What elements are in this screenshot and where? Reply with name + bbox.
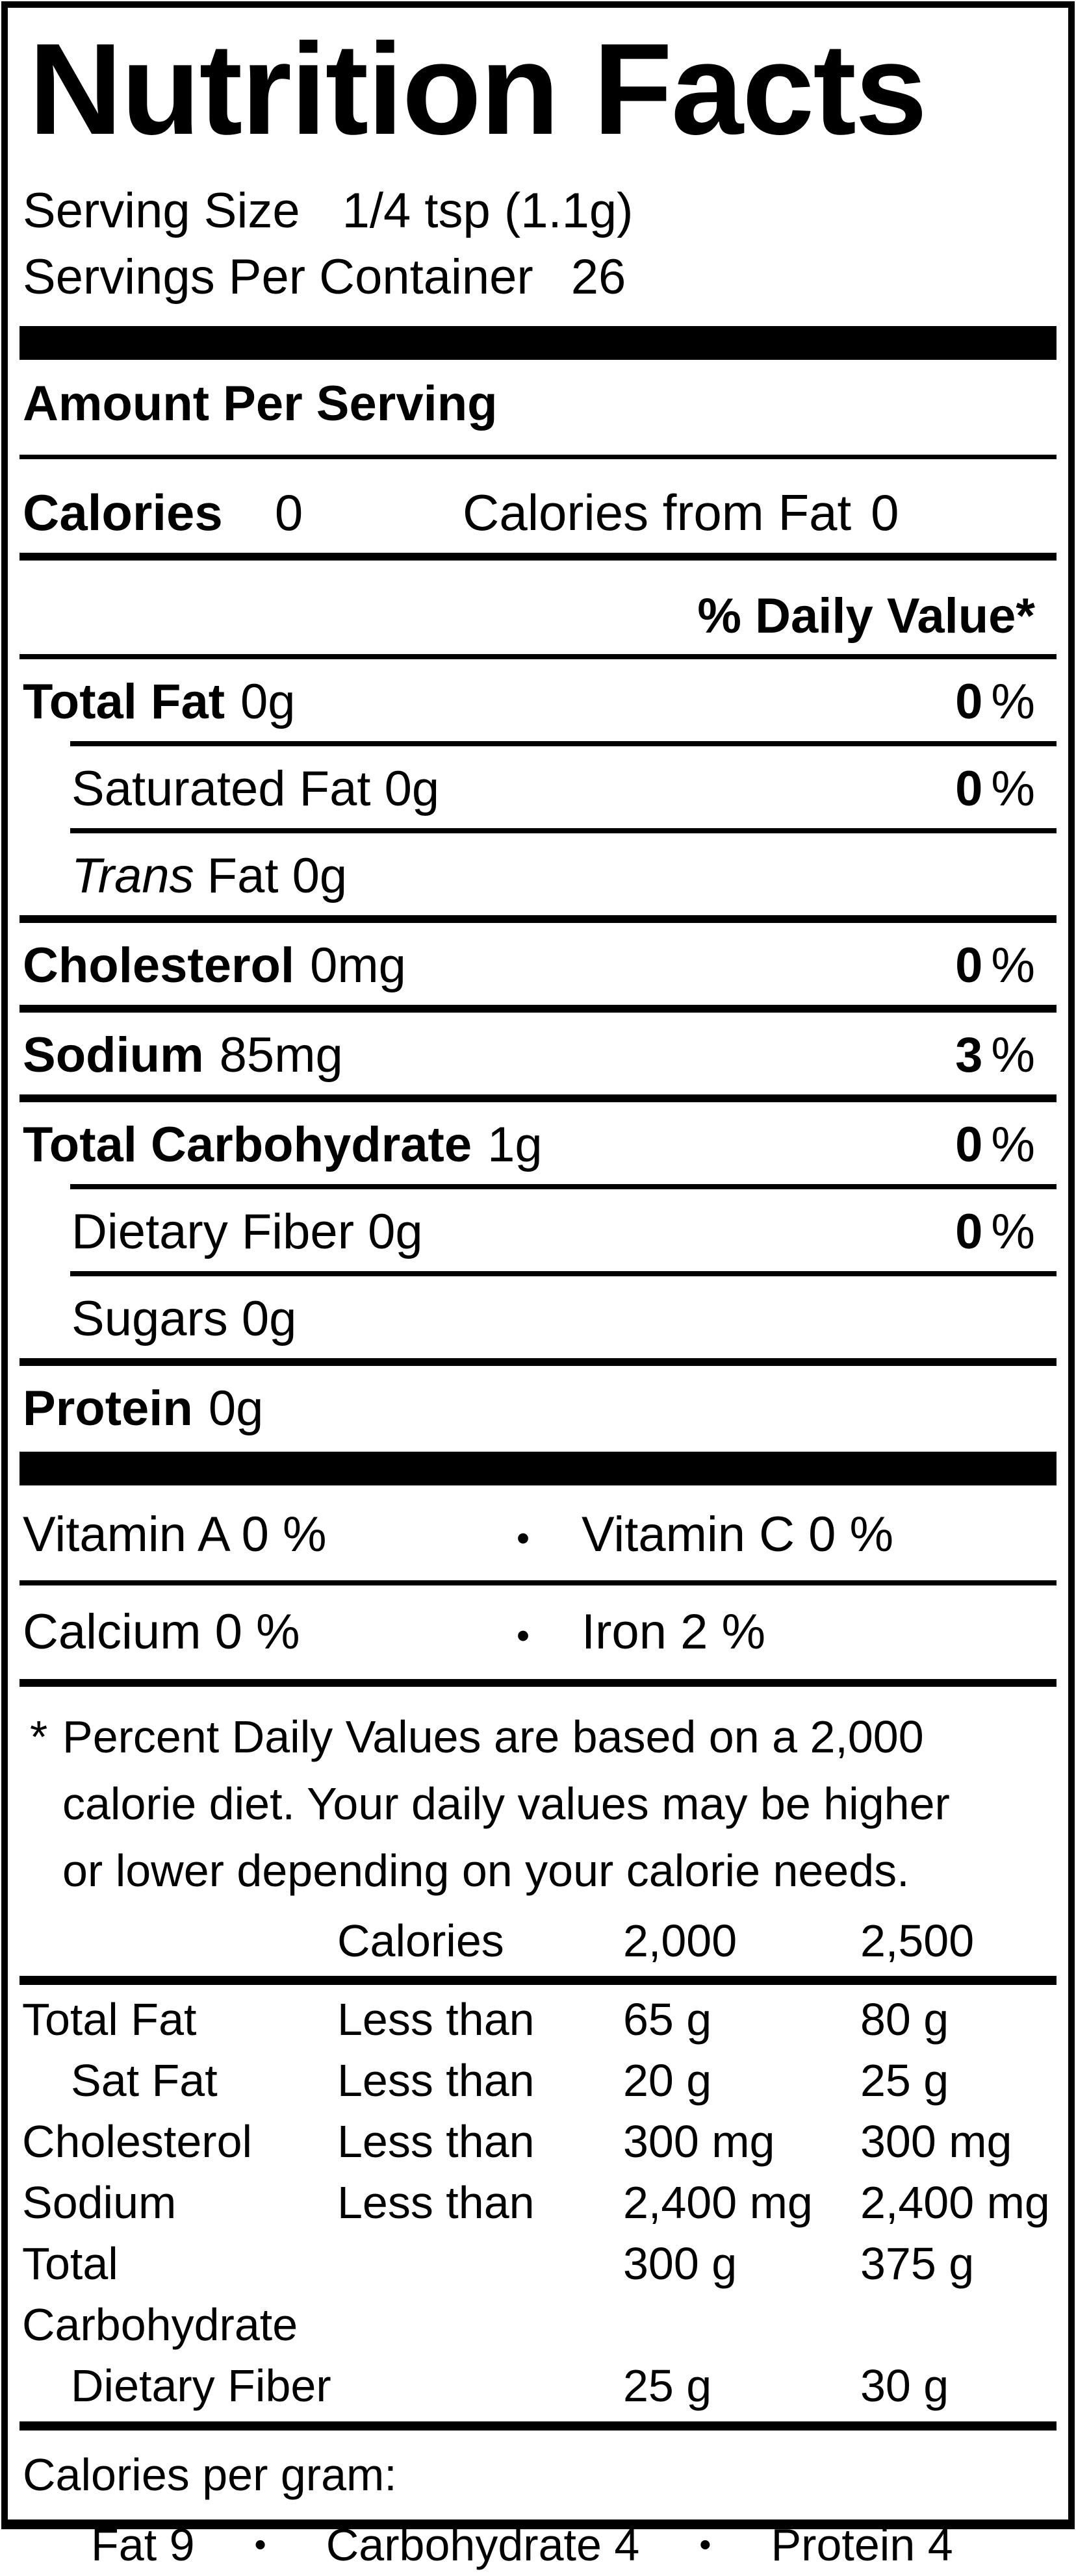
- nutrient-name: Total Fat 0g: [23, 674, 296, 729]
- nutrient-row-sodium: [19, 1013, 1057, 1094]
- nutrient-percent: 0 %: [955, 938, 1035, 993]
- rule-between-vitamin-rows: [19, 1580, 1057, 1585]
- nutrient-name: Sugars 0g: [71, 1291, 297, 1346]
- footnote-line: Percent Daily Values are based on a 2,000: [62, 1711, 924, 1762]
- serving-size-value: 1/4 tsp (1.1g): [342, 183, 634, 238]
- rule-under-dv-header: [19, 654, 1057, 659]
- table-row-sat-fat: Sat Fat Less than 20 g 25 g: [71, 2055, 949, 2106]
- vitamin-row-calcium-iron: [19, 1585, 1057, 1679]
- table-header-row: [19, 1908, 1057, 1973]
- nutrient-name: Saturated Fat 0g: [71, 761, 440, 816]
- calories-label: Calories: [23, 484, 223, 541]
- calories-from-fat: [463, 481, 899, 544]
- rule-above-footnote: [19, 1679, 1057, 1687]
- vitamin-c-value: Vitamin C 0 %: [582, 1507, 894, 1562]
- calories-row: [19, 459, 1057, 553]
- nutrient-percent: 0 %: [955, 761, 1035, 816]
- rule-above-calories-per-gram: [19, 2421, 1057, 2431]
- serving-info: [19, 178, 1057, 310]
- daily-value-footnote: [19, 1687, 1057, 1904]
- nutrient-percent: 0 %: [955, 1204, 1035, 1259]
- daily-value-reference-table: [19, 1908, 1057, 2416]
- nutrient-row-total-fat: [19, 659, 1057, 741]
- nutrient-percent: [1027, 846, 1035, 906]
- footnote-line: or lower depending on your calorie needs.: [62, 1845, 910, 1896]
- header-2000: 2,000: [623, 1915, 737, 1966]
- rule-under-calories: [19, 553, 1057, 561]
- nutrient-row-cholesterol: [19, 923, 1057, 1005]
- label-content: [19, 17, 1057, 2576]
- nutrient-row-saturated-fat: [19, 746, 1057, 828]
- servings-per-container-value: 26: [570, 249, 626, 305]
- section-divider-bar-top: [19, 326, 1057, 360]
- nutrient-row-trans-fat: [19, 833, 1057, 915]
- calories-per-gram-values: [23, 2514, 1057, 2576]
- rule-above-cholesterol: [19, 915, 1057, 923]
- nutrient-row-sugars: [19, 1276, 1057, 1358]
- calories-value: 0: [274, 484, 303, 541]
- nutrient-name: Cholesterol 0mg: [23, 938, 406, 993]
- bullet-separator-icon: •: [699, 2526, 711, 2564]
- nutrient-percent: 0 %: [955, 674, 1035, 729]
- nutrient-name: Dietary Fiber 0g: [71, 1204, 423, 1259]
- calories-per-gram-label: Calories per gram:: [23, 2449, 397, 2500]
- rule-above-saturated-fat: [70, 741, 1057, 746]
- bullet-separator-icon: •: [516, 1517, 530, 1559]
- daily-value-header: % Daily Value*: [697, 588, 1035, 644]
- table-row-total-fat: Total Fat Less than 65 g 80 g: [22, 1994, 949, 2045]
- nutrient-name: Sodium 85mg: [23, 1028, 343, 1083]
- serving-size-row: [23, 178, 1057, 244]
- table-row-cholesterol: Cholesterol Less than 300 mg 300 mg: [22, 2116, 1012, 2167]
- rule-above-total-carbohydrate: [19, 1094, 1057, 1102]
- nutrition-facts-label: [1, 1, 1075, 2570]
- carbohydrate-per-gram: Carbohydrate 4: [326, 2519, 640, 2570]
- calcium-value: Calcium 0 %: [23, 1604, 300, 1660]
- table-row-total-carbohydrate: Total Carbohydrate 300 g 375 g: [22, 2238, 975, 2350]
- bullet-separator-icon: •: [254, 2526, 266, 2564]
- bullet-separator-icon: •: [516, 1615, 530, 1657]
- table-row-dietary-fiber: Dietary Fiber 25 g 30 g: [71, 2360, 949, 2411]
- calories-per-gram-section: [19, 2431, 1057, 2576]
- fat-per-gram: Fat 9: [91, 2519, 195, 2570]
- header-2500: 2,500: [860, 1915, 975, 1966]
- rule-above-sugars: [70, 1271, 1057, 1276]
- iron-value: Iron 2 %: [582, 1604, 766, 1660]
- section-divider-bar-vitamins: [19, 1452, 1057, 1485]
- nutrient-row-dietary-fiber: [19, 1189, 1057, 1271]
- calories-from-fat-value: 0: [871, 484, 899, 541]
- rule-above-dietary-fiber: [70, 1184, 1057, 1189]
- rule-above-protein: [19, 1358, 1057, 1366]
- nutrient-name: Protein 0g: [23, 1381, 264, 1436]
- servings-per-container-row: [23, 244, 1057, 310]
- table-row-sodium: Sodium Less than 2,400 mg 2,400 mg: [22, 2177, 1050, 2228]
- rule-under-amount-heading: [19, 455, 1057, 459]
- rule-above-trans-fat: [70, 828, 1057, 833]
- protein-per-gram: Protein 4: [771, 2519, 953, 2570]
- nutrient-name: Total Carbohydrate 1g: [23, 1117, 543, 1172]
- calories-from-fat-label: Calories from Fat: [463, 484, 852, 541]
- rule-under-table-header: [19, 1976, 1057, 1985]
- nutrient-row-total-carbohydrate: [19, 1102, 1057, 1184]
- rule-above-sodium: [19, 1005, 1057, 1013]
- nutrient-name: Trans Fat 0g: [71, 848, 348, 903]
- vitamin-row-a-c: [19, 1485, 1057, 1580]
- label-title: Nutrition Facts: [29, 17, 927, 162]
- footnote-line: calorie diet. Your daily values may be higher: [62, 1778, 950, 1829]
- serving-size-label: Serving Size: [23, 183, 300, 238]
- footnote-asterisk: *: [30, 1711, 48, 1762]
- header-calories: Calories: [337, 1915, 504, 1966]
- amount-per-serving-heading: Amount Per Serving: [23, 376, 498, 431]
- nutrient-percent: 0 %: [955, 1117, 1035, 1172]
- vitamin-a-value: Vitamin A 0 %: [23, 1507, 327, 1562]
- nutrient-percent: 3 %: [955, 1028, 1035, 1083]
- servings-per-container-label: Servings Per Container: [23, 249, 533, 305]
- nutrient-row-protein: [19, 1366, 1057, 1448]
